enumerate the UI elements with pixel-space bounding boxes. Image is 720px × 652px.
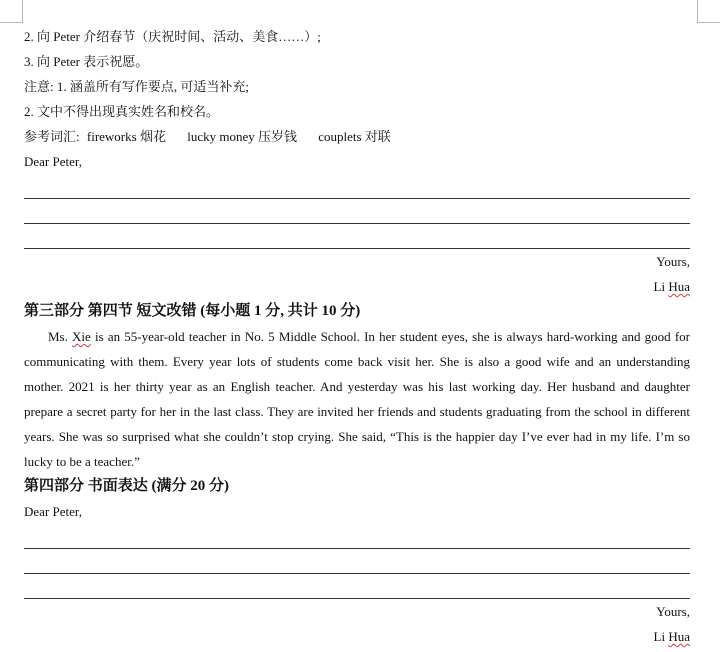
passage-body: is an 55-year-old teacher in No. 5 Middle School. In her student eyes, she is always hard-working and good for communicating with them. Every year lots of students come back visit her. She is also a good wife and an understanding mother. 2021 is her thirty year as an English teacher. And yesterday was his last working day. Her husband and daughter prepare a secret party for her in the last class. They are invited her friends and students graduating from the school in different years. She was so surprised what she couldn’t stop crying. She said, “This is the happier day I’ve ever had in my life. I’m so lucky to be a teacher.”: [24, 329, 690, 469]
letter1-signature: [24, 274, 690, 299]
letter1-closing: Yours,: [656, 254, 690, 269]
note-point-2: 2. 文中不得出现真实姓名和校名。: [24, 104, 220, 119]
document-page: [24, 24, 690, 649]
letter2-greeting: Dear Peter,: [24, 504, 82, 519]
signature-first-name: Li: [653, 279, 666, 294]
signature-last-name: Hua: [668, 629, 690, 644]
page-corner-marker-left: [0, 0, 23, 23]
proofreading-passage: [24, 324, 690, 474]
passage-start: Ms.: [48, 329, 73, 344]
writing-line[interactable]: [24, 524, 690, 549]
writing-line[interactable]: [24, 549, 690, 574]
task-point-2: 2. 向 Peter 介绍春节（庆祝时间、活动、美食……）;: [24, 29, 321, 44]
vocab-item-lucky-money: lucky money 压岁钱: [187, 129, 297, 144]
writing-line[interactable]: [24, 574, 690, 599]
letter1-greeting: Dear Peter,: [24, 154, 82, 169]
section4-heading: 第四部分 书面表达 (满分 20 分): [24, 478, 229, 494]
passage-name: Xie: [72, 329, 91, 344]
signature-first-name: Li: [653, 629, 666, 644]
page-corner-marker-right: [697, 0, 720, 23]
writing-line[interactable]: [24, 199, 690, 224]
writing-line[interactable]: [24, 224, 690, 249]
letter2-signature: [24, 624, 690, 649]
task-point-3: 3. 向 Peter 表示祝愿。: [24, 54, 149, 69]
signature-last-name: Hua: [668, 279, 690, 294]
section3-heading: 第三部分 第四节 短文改错 (每小题 1 分, 共计 10 分): [24, 303, 361, 319]
vocab-item-couplets: couplets 对联: [318, 129, 391, 144]
letter2-closing: Yours,: [656, 604, 690, 619]
vocabulary-line: [24, 124, 690, 149]
vocab-item-fireworks: fireworks 烟花: [86, 129, 166, 144]
note-point-1: 注意: 1. 涵盖所有写作要点, 可适当补充;: [24, 79, 249, 94]
writing-line[interactable]: [24, 174, 690, 199]
vocabulary-label: 参考词汇:: [24, 129, 80, 144]
